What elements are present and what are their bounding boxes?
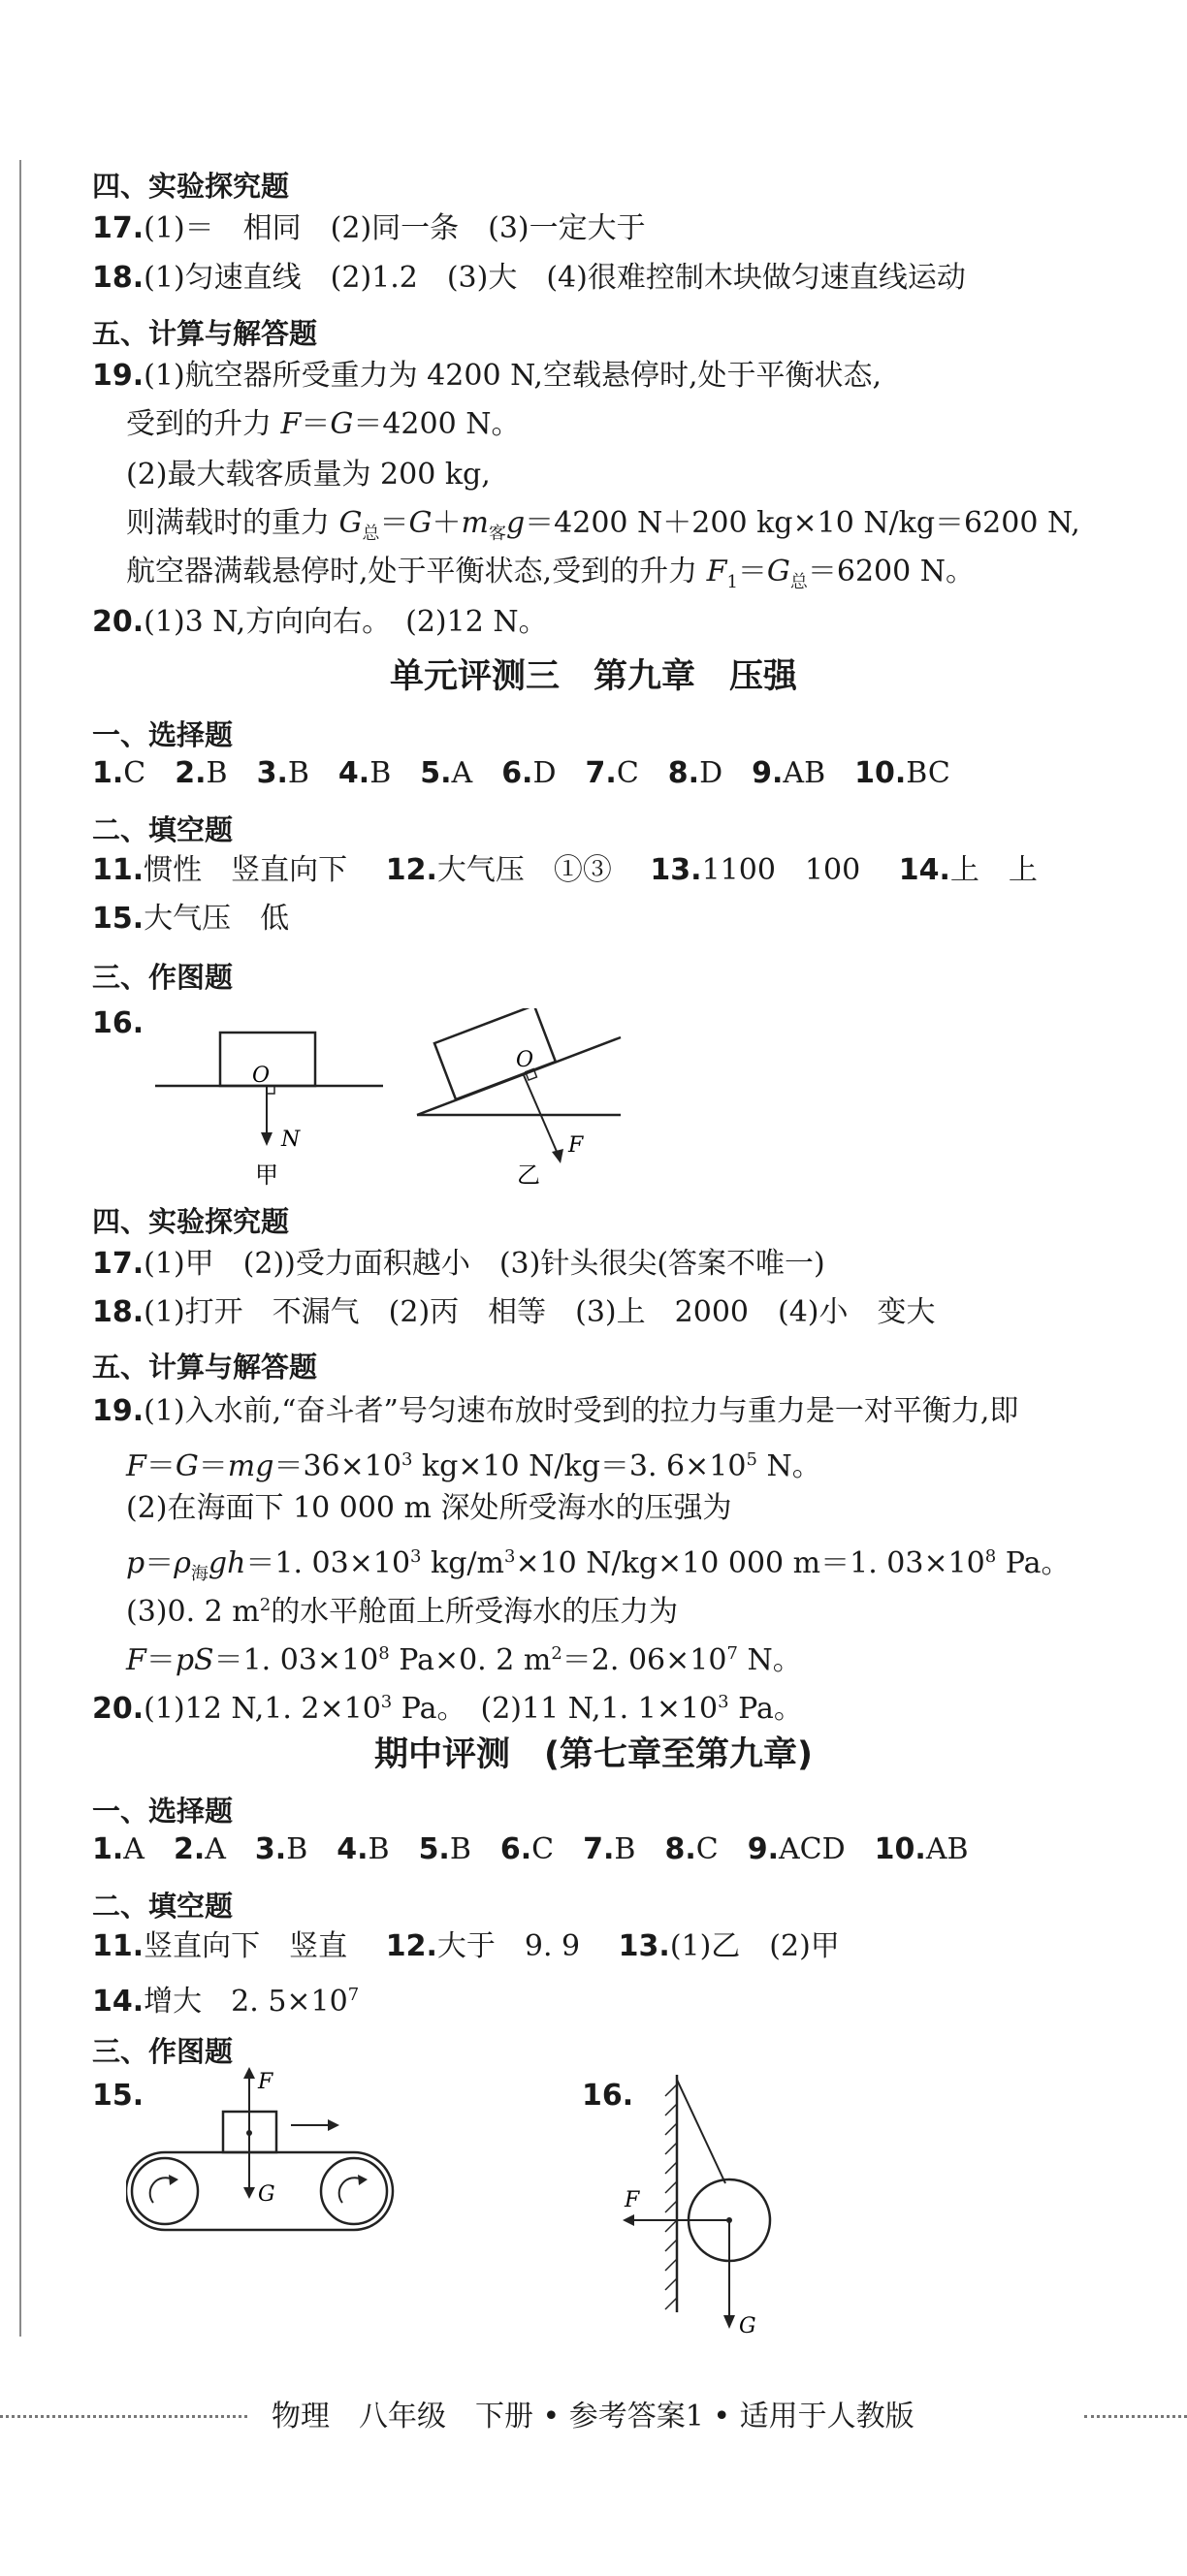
- pressure-force-diagram: [136, 1008, 640, 1202]
- choice-answer: ACD: [779, 1832, 846, 1866]
- fill-blank-answer-14: 14.增大 2. $5\times 10^7$: [92, 1985, 360, 2019]
- hanging-ball-diagram: [611, 2075, 805, 2346]
- force-f-label: F: [258, 2070, 273, 2094]
- answer-16-label: 16.: [582, 2079, 634, 2113]
- point-o-label: O: [252, 1064, 271, 1088]
- arrow-head: [169, 2175, 178, 2185]
- choice-answer: C: [616, 756, 639, 790]
- choice-answer: B: [286, 1832, 308, 1866]
- question-number: 6.: [499, 1832, 532, 1866]
- answer-16-label: 16.: [92, 1006, 144, 1040]
- diagram-jia: [155, 1033, 383, 1189]
- force-f-label: F: [568, 1133, 584, 1158]
- right-roller: [321, 2158, 387, 2224]
- choice-answer: B: [206, 756, 228, 790]
- section-title-midterm: 期中评测 (第七章至第九章): [374, 1735, 813, 1774]
- heading-fill-blank: 二、填空题: [92, 1890, 234, 1923]
- answer-20: 20.(1)3 N,方向向右。 (2)12 N。: [92, 605, 548, 639]
- question-number: 2.: [175, 756, 207, 790]
- answer-20: 20.(1)12 N,1. $2\times 10^3$ Pa。 (2)11 N,1. $1\times 10^3$ Pa。: [92, 1692, 803, 1726]
- force-g-label: G: [739, 2314, 756, 2338]
- answer-19-line-2: 受到的升力 F＝G＝4200 N。: [126, 407, 521, 441]
- heading-multiple-choice: 一、选择题: [92, 718, 234, 751]
- force-g-label: G: [258, 2182, 275, 2207]
- wall-hatching: [665, 2084, 677, 2309]
- footer-text: 物理 八年级 下册 • 参考答案1 • 适用于人教版: [272, 2400, 914, 2433]
- answer-19-line-3: (2)最大载客质量为 200 kg,: [126, 458, 491, 492]
- fill-blank-answers-11-14: 11.惯性 竖直向下 12.大气压 ①③ 13.1100 100 14.上 上: [92, 853, 1038, 887]
- heading-experiment: 四、实验探究题: [92, 170, 290, 203]
- rotation-arrow-right: [339, 2178, 362, 2203]
- answer-19-line-4: 则满载时的重力 $G_总=G+m_客g=4200$ N＋200 kg×10 N/kg＝6200 N,: [126, 506, 1080, 544]
- point-o-label: O: [516, 1048, 534, 1072]
- block-on-incline: [434, 1008, 556, 1099]
- answer-17: 17.(1)甲 (2))受力面积越小 (3)针头很尖(答案不唯一): [92, 1247, 825, 1281]
- choice-answer: C: [123, 756, 146, 790]
- arrow-head: [328, 2119, 339, 2131]
- conveyor-belt-diagram: [126, 2065, 407, 2240]
- force-n-label: N: [281, 1128, 301, 1152]
- question-number: 4.: [337, 756, 370, 790]
- question-number: 8.: [664, 1832, 696, 1866]
- arrow-head: [358, 2175, 368, 2185]
- arrow-head: [243, 2067, 255, 2079]
- question-number: 1.: [92, 1832, 124, 1866]
- choice-answer: B: [369, 756, 392, 790]
- choice-answer: B: [287, 756, 309, 790]
- choice-answer: B: [368, 1832, 390, 1866]
- page-footer: [0, 2392, 1187, 2440]
- question-number: 6.: [501, 756, 533, 790]
- question-number: 8.: [667, 756, 700, 790]
- question-number: 7.: [583, 1832, 615, 1866]
- choice-answer: D: [699, 756, 723, 790]
- arrow-head: [623, 2214, 634, 2226]
- arrow-head: [243, 2187, 255, 2199]
- answer-19-line-2: $F=G=mg=36\times 10^3$ kg×10 N/kg＝3. $6\times 10^5$ N。: [126, 1449, 821, 1483]
- choice-answer: A: [451, 756, 473, 790]
- question-number: 1.: [92, 756, 124, 790]
- question-number: 3.: [254, 1832, 287, 1866]
- heading-multiple-choice: 一、选择题: [92, 1795, 234, 1828]
- answer-19-line-5: 航空器满载悬停时,处于平衡状态,受到的升力 $F_1=G_总=6200$ N。: [126, 555, 975, 592]
- footer-dots-left: [0, 2415, 247, 2418]
- multiple-choice-answers: [92, 752, 950, 795]
- rotation-arrow-left: [150, 2178, 173, 2203]
- choice-answer: C: [531, 1832, 555, 1866]
- question-number: 4.: [337, 1832, 369, 1866]
- diagram-jia-label: 甲: [255, 1161, 278, 1189]
- question-number: 9.: [752, 756, 784, 790]
- arrow-head: [552, 1149, 563, 1163]
- answer-19-line-6: F＝pS＝1. $03\times 10^8$ Pa×0. 2 $m^2=2$. $06\times 10^7$ N。: [126, 1643, 802, 1677]
- choice-answer: A: [205, 1832, 226, 1866]
- answer-18: 18.(1)匀速直线 (2)1.2 (3)大 (4)很难控制木块做匀速直线运动: [92, 261, 966, 295]
- answer-19-line-1: 19.(1)入水前,“奋斗者”号匀速布放时受到的拉力与重力是一对平衡力,即: [92, 1394, 1019, 1428]
- heading-drawing: 三、作图题: [92, 961, 234, 994]
- question-number: 10.: [854, 756, 907, 790]
- question-number: 9.: [747, 1832, 779, 1866]
- fill-blank-answer-15: 15.大气压 低: [92, 902, 290, 936]
- question-number: 2.: [173, 1832, 206, 1866]
- heading-calculation: 五、计算与解答题: [92, 317, 318, 350]
- answer-18: 18.(1)打开 不漏气 (2)丙 相等 (3)上 2000 (4)小 变大: [92, 1295, 936, 1329]
- heading-drawing: 三、作图题: [92, 2035, 234, 2068]
- answer-19-line-1: 19.(1)航空器所受重力为 4200 N,空载悬停时,处于平衡状态,: [92, 359, 882, 393]
- rope-line: [677, 2080, 725, 2183]
- choice-answer: A: [123, 1832, 144, 1866]
- choice-answer: AB: [925, 1832, 969, 1866]
- diagram-yi: [417, 1008, 621, 1189]
- choice-answer: D: [532, 756, 557, 790]
- answer-19-line-5: (3)0. 2 $m^2$的水平舱面上所受海水的压力为: [126, 1595, 679, 1629]
- answer-17: 17.(1)＝ 相同 (2)同一条 (3)一定大于: [92, 211, 646, 245]
- question-number: 3.: [256, 756, 288, 790]
- footer-dots-right: [1084, 2415, 1187, 2418]
- page-margin-line: [19, 160, 21, 2337]
- answer-19-line-4: $p=\rho_海gh=1$. $03\times 10^3$ $kg/m^3\times 10$ N/kg×10 000 m＝1. $03\times 10^8$ Pa。: [126, 1546, 1071, 1584]
- question-number: 5.: [420, 756, 452, 790]
- heading-calculation: 五、计算与解答题: [92, 1351, 318, 1383]
- answer-19-line-3: (2)在海面下 10 000 m 深处所受海水的压强为: [126, 1491, 732, 1525]
- section-title-unit-3: 单元评测三 第九章 压强: [389, 657, 797, 696]
- question-number: 10.: [874, 1832, 926, 1866]
- force-f-label: F: [625, 2188, 640, 2212]
- diagram-yi-label: 乙: [517, 1161, 540, 1189]
- multiple-choice-answers: [92, 1829, 969, 1871]
- choice-answer: BC: [906, 756, 950, 790]
- fill-blank-answers-11-13: 11.竖直向下 竖直 12.大于 9. 9 13.(1)乙 (2)甲: [92, 1929, 840, 1963]
- arrow-head: [723, 2315, 735, 2329]
- heading-experiment: 四、实验探究题: [92, 1205, 290, 1238]
- arrow-head: [261, 1132, 273, 1146]
- answer-15-label: 15.: [92, 2079, 144, 2113]
- heading-fill-blank: 二、填空题: [92, 813, 234, 846]
- question-number: 5.: [418, 1832, 450, 1866]
- question-number: 7.: [585, 756, 617, 790]
- left-roller: [132, 2158, 198, 2224]
- choice-answer: AB: [783, 756, 826, 790]
- choice-answer: B: [614, 1832, 636, 1866]
- choice-answer: C: [695, 1832, 719, 1866]
- choice-answer: B: [449, 1832, 471, 1866]
